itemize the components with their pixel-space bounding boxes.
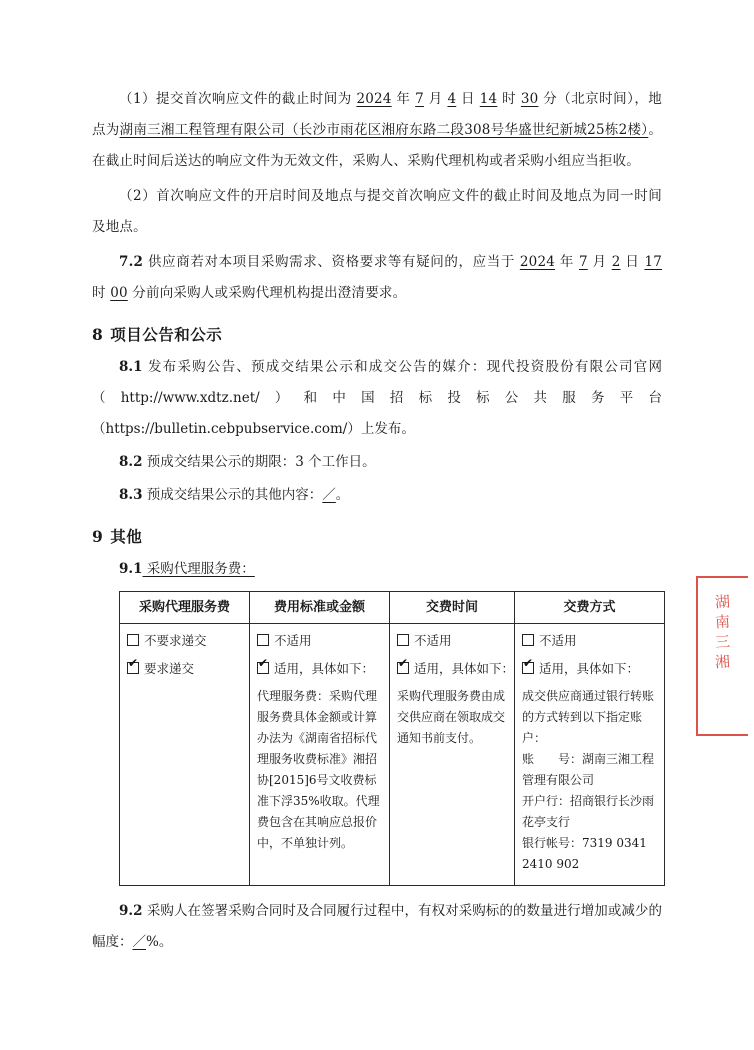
cell-body-line: 银行帐号：7319 0341 2410 902 — [522, 836, 647, 871]
heading-9-text: 其他 — [110, 527, 143, 546]
agency-fee-table — [119, 591, 665, 886]
option-label: 不适用 — [414, 633, 452, 648]
option-label: 适用，具体如下： — [414, 661, 515, 676]
heading-9-number: 9 — [92, 527, 104, 546]
heading-8 — [92, 319, 662, 350]
paragraph-7-1-2 — [92, 181, 662, 243]
field-year: 2024 — [356, 91, 392, 107]
cell-fee-options — [120, 624, 250, 886]
text-run: （1）提交首次响应文件的截止时间为 — [119, 91, 357, 107]
paragraph-9-2 — [92, 896, 662, 958]
checkbox-option-applicable[interactable] — [257, 658, 382, 679]
checkbox-icon[interactable] — [522, 634, 534, 646]
field-month-2: 7 — [578, 254, 588, 270]
checkbox-option-na[interactable] — [397, 630, 507, 651]
text-run: 发布采购公告、预成交结果公示和成交公告的媒介：现代投资股份有限公司官网（http://www.xdtz.net/）和中国招标投标公共服务平台（https://bulletin.cebpubservice.com/）上发布。 — [92, 359, 662, 437]
section-number-9-2: 9.2 — [119, 903, 143, 919]
blank-field: ／ — [132, 934, 146, 950]
cell-body-text: 代理服务费：采购代理服务费具体金额或计算办法为《湖南省招标代理服务收费标准》湘招协[2015]6号文收费标准下浮35%收取。代理费包含在其响应总报价中，不单独计列。 — [257, 689, 380, 850]
heading-9 — [92, 521, 662, 552]
field-month: 7 — [415, 91, 424, 107]
checkbox-option-na[interactable] — [522, 630, 657, 651]
checkbox-option-na[interactable] — [257, 630, 382, 651]
paragraph-7-2: 7.2 供应商若对本项目采购需求、资格要求等有疑问的，应当于 2024 年 7 月 2 日 17 时 00 分前向采购人或采购代理机构提出澄清要求。 — [92, 254, 663, 301]
checkbox-icon[interactable] — [257, 634, 269, 646]
option-label: 不适用 — [539, 633, 577, 648]
table-row — [120, 624, 665, 886]
column-header-method: 交费方式 — [515, 592, 665, 624]
section-number-8-1: 8.1 — [119, 359, 143, 375]
checkbox-option-applicable[interactable] — [397, 658, 515, 679]
text-run: 采购人在签署采购合同时及合同履行过程中，有权对采购标的的数量进行增加或减少的幅度： — [92, 903, 662, 950]
checkbox-icon[interactable] — [397, 634, 409, 646]
text-run: 采购代理服务费： — [142, 561, 255, 577]
cell-time — [390, 624, 515, 886]
paragraph-9-1 — [92, 554, 662, 585]
checkbox-checked-icon[interactable] — [397, 662, 409, 674]
text-run: 预成交结果公示的期限：3 个工作日。 — [142, 454, 376, 470]
document-body — [92, 84, 662, 960]
option-label: 不适用 — [274, 633, 312, 648]
cell-method — [515, 624, 665, 886]
section-number-8-3: 8.3 — [119, 487, 143, 503]
column-header-fee: 采购代理服务费 — [120, 592, 250, 624]
column-header-standard: 费用标准或金额 — [250, 592, 390, 624]
cell-body-text: 采购代理服务费由成交供应商在领取成交通知书前支付。 — [397, 689, 506, 745]
checkbox-icon[interactable] — [127, 634, 139, 646]
field-year-2: 2024 — [519, 254, 556, 270]
text-run: 预成交结果公示的其他内容： — [142, 487, 323, 503]
blank-field: ／ — [322, 487, 336, 503]
checkbox-option-applicable[interactable] — [522, 658, 657, 679]
option-label: 不要求递交 — [144, 633, 207, 648]
column-header-time: 交费时间 — [390, 592, 515, 624]
cell-body-line: 成交供应商通过银行转账的方式转到以下指定账户： — [522, 689, 655, 745]
checkbox-option-required[interactable] — [127, 658, 242, 679]
checkbox-checked-icon[interactable] — [522, 662, 534, 674]
heading-8-text: 项目公告和公示 — [110, 325, 223, 344]
paragraph-7-1-1: （1）提交首次响应文件的截止时间为 2024 年 7 月 4 日 14 时 30 分（北京时间），地点为湖南三湘工程管理有限公司（长沙市雨花区湘府东路二段308号华盛世纪新城25栋2楼）。在截止时间后送达的响应文件为无效文件，采购人、采购代理机构或者采购小组应当拒收。 — [92, 91, 663, 169]
section-number-7-2: 7.2 — [119, 254, 144, 270]
field-day-2: 2 — [611, 254, 621, 270]
company-seal-stamp: 湖 南 三 湘 — [696, 576, 748, 736]
section-number-9-1: 9.1 — [119, 561, 143, 577]
paragraph-8-1 — [92, 352, 662, 445]
text-run: （2）首次响应文件的开启时间及地点与提交首次响应文件的截止时间及地点为同一时间及地点。 — [92, 188, 662, 235]
option-label: 适用，具体如下： — [274, 661, 375, 676]
cell-body-line: 账 号：湖南三湘工程管理有限公司 — [522, 752, 655, 787]
field-location: 湖南三湘工程管理有限公司（长沙市雨花区湘府东路二段308号华盛世纪新城25栋2楼） — [119, 122, 649, 138]
option-label: 要求递交 — [144, 661, 195, 676]
heading-8-number: 8 — [92, 325, 104, 344]
checkbox-option-not-required[interactable] — [127, 630, 242, 651]
section-number-8-2: 8.2 — [119, 454, 143, 470]
field-hour: 14 — [479, 91, 498, 107]
cell-standard — [250, 624, 390, 886]
text-run: %。 — [146, 934, 173, 950]
paragraph-8-2 — [92, 447, 662, 478]
table-header-row — [120, 592, 665, 624]
paragraph-8-3 — [92, 480, 662, 511]
cell-body-line: 开户行：招商银行长沙雨花亭支行 — [522, 794, 655, 829]
field-day: 4 — [447, 91, 457, 107]
field-hour-2: 17 — [644, 254, 663, 270]
text-run: 。 — [335, 487, 350, 503]
field-minute: 30 — [520, 91, 539, 107]
field-minute-2: 00 — [110, 285, 128, 301]
checkbox-checked-icon[interactable] — [257, 662, 269, 674]
checkbox-checked-icon[interactable] — [127, 662, 139, 674]
option-label: 适用，具体如下： — [539, 661, 640, 676]
